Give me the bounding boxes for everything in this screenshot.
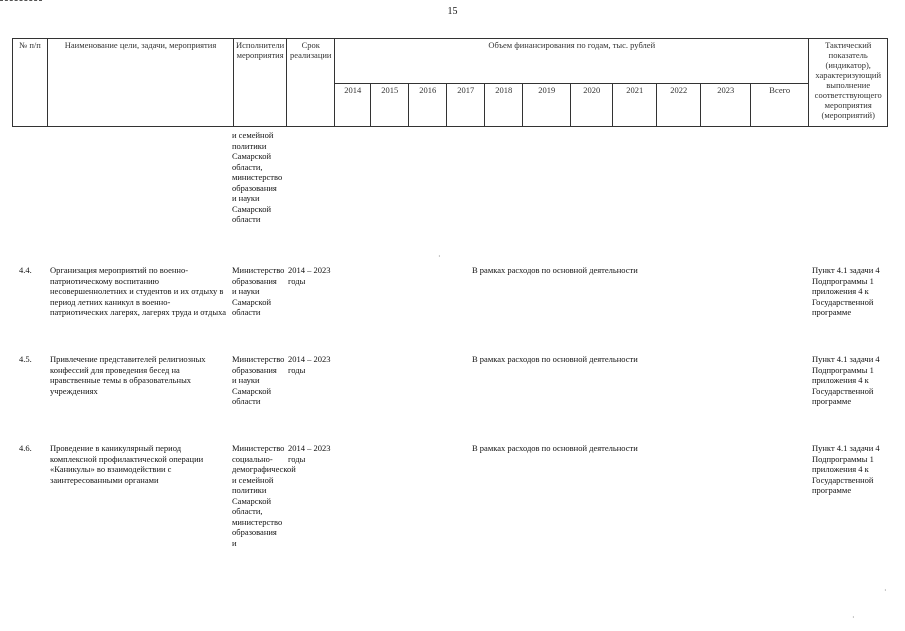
- row-financing: В рамках расходов по основной деятельности: [472, 265, 638, 275]
- year-cell: 2016: [409, 84, 447, 127]
- header-num: № п/п: [13, 39, 48, 127]
- row-exec: Министерство социально-демографической и семейной политики Самарской области, министерство образования и: [232, 443, 296, 548]
- year-cell: 2017: [447, 84, 485, 127]
- row-term: 2014 – 2023 годы: [288, 443, 331, 464]
- row-name: Организация мероприятий по военно-патриотическому воспитанию несовершеннолетних и студентов и их отдыху в период летних каникул в военно-патриотических лагерях, лагерях труда и отдыха: [50, 265, 226, 317]
- continuation-exec: и семейной политики Самарской области, министерство образования и науки Самарской области: [232, 130, 283, 224]
- year-cell: 2018: [485, 84, 523, 127]
- year-cell: 2015: [371, 84, 409, 127]
- year-cell: 2023: [701, 84, 751, 127]
- row-financing: В рамках расходов по основной деятельности: [472, 354, 638, 364]
- year-cell: 2021: [613, 84, 657, 127]
- row-name: Проведение в каникулярный период комплексной профилактической операции «Каникулы» во взаимодействии с заинтересованными органами: [50, 443, 204, 485]
- row-financing: В рамках расходов по основной деятельности: [472, 443, 638, 453]
- table-header: [12, 38, 888, 127]
- row-term: 2014 – 2023 годы: [288, 354, 331, 375]
- row-indicator: Пункт 4.1 задачи 4 Подпрограммы 1 приложения 4 к Государственной программе: [812, 443, 880, 495]
- row-name: Привлечение представителей религиозных конфессий для проведения бесед на нравственные темы в образовательных учреждениях: [50, 354, 206, 396]
- year-cell: 2020: [571, 84, 613, 127]
- scan-speck: ·: [852, 613, 855, 622]
- row-exec: Министерство образования и науки Самарской области: [232, 354, 285, 406]
- row-number: 4.5.: [19, 354, 32, 364]
- header-exec: Исполнители мероприятия: [234, 39, 287, 127]
- year-cell-total: Всего: [751, 84, 809, 127]
- row-term: 2014 – 2023 годы: [288, 265, 331, 286]
- header-indicator: Тактический показатель (индикатор), характеризующий выполнение соответствующего мероприятия (мероприятий): [809, 39, 888, 127]
- year-cell: 2014: [335, 84, 371, 127]
- header-term: Срок реализации: [287, 39, 335, 127]
- row-number: 4.4.: [19, 265, 32, 275]
- scan-speck: ·: [884, 586, 887, 595]
- page-number: 15: [447, 6, 458, 17]
- row-indicator: Пункт 4.1 задачи 4 Подпрограммы 1 приложения 4 к Государственной программе: [812, 354, 880, 406]
- row-indicator: Пункт 4.1 задачи 4 Подпрограммы 1 приложения 4 к Государственной программе: [812, 265, 880, 317]
- row-exec: Министерство образования и науки Самарской области: [232, 265, 285, 317]
- header-financing: Объем финансирования по годам, тыс. рублей: [335, 39, 809, 84]
- year-cell: 2019: [523, 84, 571, 127]
- header-name: Наименование цели, задачи, мероприятия: [48, 39, 234, 127]
- row-number: 4.6.: [19, 443, 32, 453]
- scan-speck: ·: [438, 252, 441, 261]
- top-edge-rule: [0, 0, 42, 2]
- year-cell: 2022: [657, 84, 701, 127]
